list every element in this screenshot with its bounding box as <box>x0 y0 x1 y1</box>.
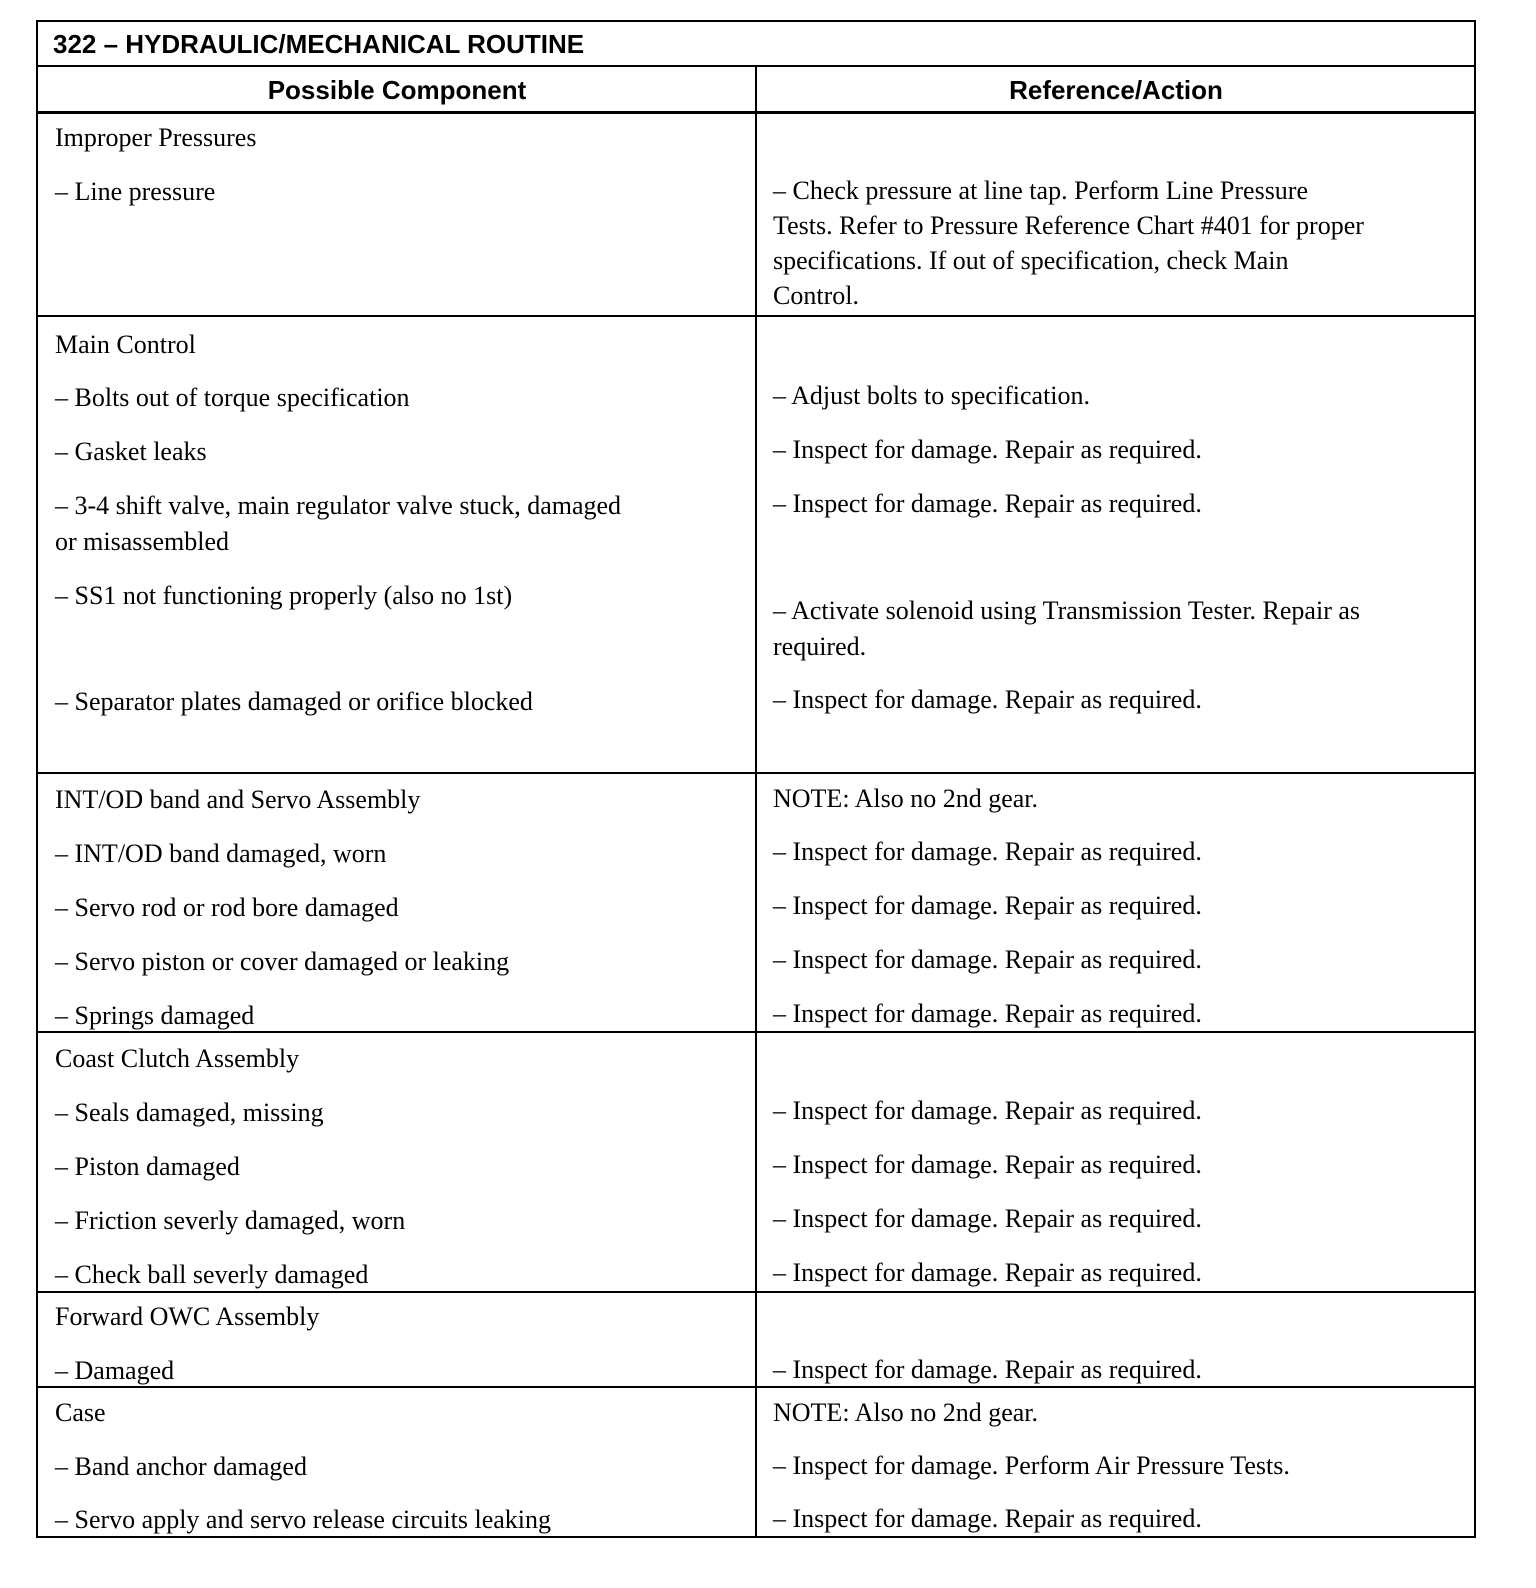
action-item: – Inspect for damage. Perform Air Pressure Tests. <box>773 1451 1290 1480</box>
action-item-continued: specifications. If out of specification, check Main <box>773 246 1289 275</box>
component-item: – Seals damaged, missing <box>55 1098 324 1127</box>
component-item: – Line pressure <box>55 177 216 206</box>
component-item: – Check ball severly damaged <box>55 1260 369 1289</box>
component-item: – Servo rod or rod bore damaged <box>55 893 399 922</box>
component-item: – Bolts out of torque specification <box>55 383 410 412</box>
section-heading-coast-clutch: Coast Clutch Assembly <box>55 1044 300 1073</box>
action-item-continued: Control. <box>773 281 859 310</box>
section-note: NOTE: Also no 2nd gear. <box>773 1398 1039 1427</box>
action-item: – Inspect for damage. Repair as required. <box>773 685 1202 714</box>
column-header-component: Possible Component <box>267 75 527 105</box>
action-item: – Inspect for damage. Repair as required. <box>773 1504 1202 1533</box>
action-item: – Inspect for damage. Repair as required. <box>773 1096 1202 1125</box>
action-item: – Inspect for damage. Repair as required. <box>773 1355 1202 1384</box>
component-item: – Band anchor damaged <box>55 1452 307 1481</box>
section-heading-forward-owc: Forward OWC Assembly <box>55 1302 320 1331</box>
action-item: – Inspect for damage. Repair as required. <box>773 999 1202 1028</box>
action-item: – Adjust bolts to specification. <box>773 381 1091 410</box>
component-item: – Springs damaged <box>55 1001 255 1030</box>
action-item: – Activate solenoid using Transmission Tester. Repair as <box>773 596 1361 625</box>
section-heading-main-control: Main Control <box>55 330 196 359</box>
component-item: – Servo piston or cover damaged or leaking <box>55 947 510 976</box>
action-item: – Inspect for damage. Repair as required. <box>773 489 1202 518</box>
section-divider <box>38 772 1474 774</box>
section-heading-improper-pressures: Improper Pressures <box>55 123 257 152</box>
section-divider <box>38 1386 1474 1388</box>
component-item: – Piston damaged <box>55 1152 240 1181</box>
component-item-continued: or misassembled <box>55 527 230 556</box>
column-header-action: Reference/Action <box>1009 75 1223 105</box>
component-item: – INT/OD band damaged, worn <box>55 839 387 868</box>
action-item: – Inspect for damage. Repair as required. <box>773 1204 1202 1233</box>
action-item-continued: Tests. Refer to Pressure Reference Chart #401 for proper <box>773 211 1364 240</box>
component-item: – Friction severly damaged, worn <box>55 1206 406 1235</box>
component-item: – Servo apply and servo release circuits leaking <box>55 1505 551 1534</box>
component-item: – 3-4 shift valve, main regulator valve stuck, damaged <box>55 491 622 520</box>
diagnostic-table <box>36 20 1476 1538</box>
section-heading-case: Case <box>55 1398 106 1427</box>
component-item: – Separator plates damaged or orifice blocked <box>55 687 533 716</box>
column-divider <box>755 67 757 1538</box>
action-item: – Inspect for damage. Repair as required. <box>773 945 1202 974</box>
section-divider <box>38 315 1474 317</box>
component-item: – Damaged <box>55 1356 175 1385</box>
action-item: – Inspect for damage. Repair as required. <box>773 891 1202 920</box>
action-item: – Inspect for damage. Repair as required. <box>773 1258 1202 1287</box>
action-item: – Check pressure at line tap. Perform Line Pressure <box>773 176 1309 205</box>
action-item: – Inspect for damage. Repair as required. <box>773 837 1202 866</box>
component-item: – Gasket leaks <box>55 437 207 466</box>
section-note: NOTE: Also no 2nd gear. <box>773 784 1039 813</box>
component-item: – SS1 not functioning properly (also no 1st) <box>55 581 513 610</box>
action-item-continued: required. <box>773 632 867 661</box>
action-item: – Inspect for damage. Repair as required. <box>773 435 1202 464</box>
table-title: 322 – HYDRAULIC/MECHANICAL ROUTINE <box>38 22 1474 67</box>
action-item: – Inspect for damage. Repair as required. <box>773 1150 1202 1179</box>
section-heading-int-od-band: INT/OD band and Servo Assembly <box>55 785 421 814</box>
